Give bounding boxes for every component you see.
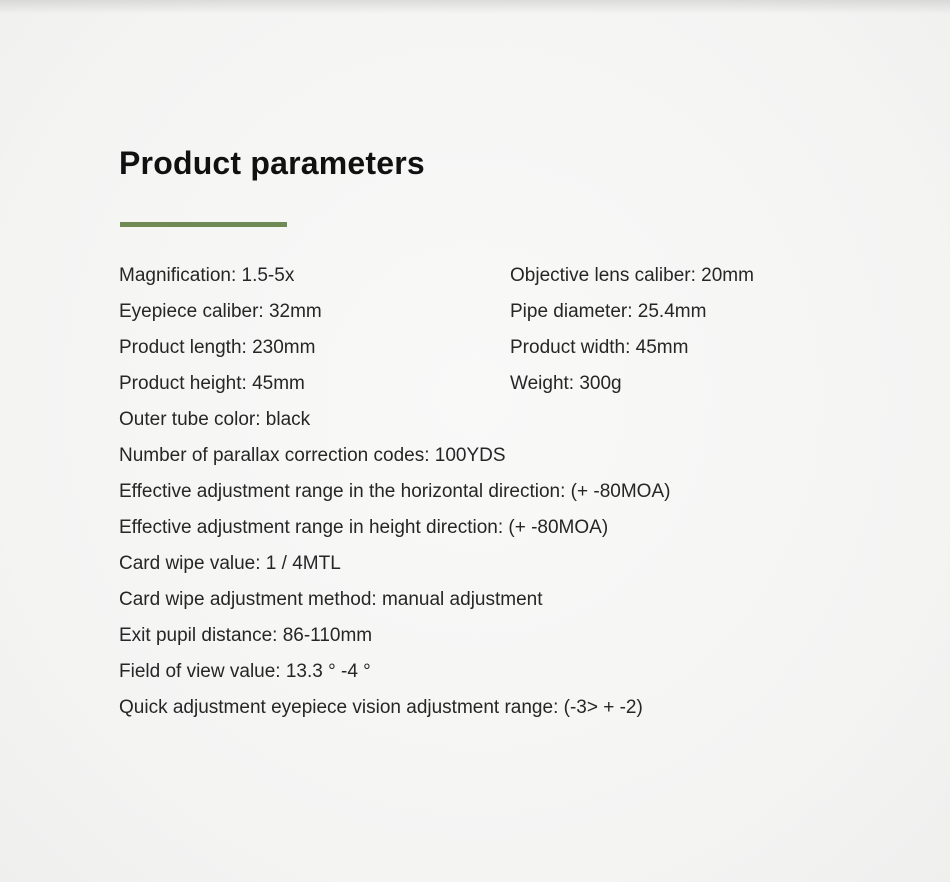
parameters-list	[119, 258, 879, 726]
top-shadow	[0, 0, 950, 14]
param-card-wipe-value: Card wipe value: 1 / 4MTL	[119, 553, 341, 574]
param-row	[119, 546, 879, 582]
param-pipe-diameter: Pipe diameter: 25.4mm	[510, 301, 707, 322]
param-row	[119, 330, 879, 366]
param-magnification: Magnification: 1.5-5x	[119, 265, 295, 286]
param-weight: Weight: 300g	[510, 373, 622, 394]
param-product-width: Product width: 45mm	[510, 337, 689, 358]
param-row	[119, 366, 879, 402]
param-row	[119, 690, 879, 726]
param-field-of-view: Field of view value: 13.3 ° -4 °	[119, 661, 371, 682]
title-accent-bar	[120, 222, 287, 227]
param-card-wipe-adjustment-method: Card wipe adjustment method: manual adjustment	[119, 589, 543, 610]
param-product-height: Product height: 45mm	[119, 373, 305, 394]
param-height-adjustment-range: Effective adjustment range in height direction: (+ -80MOA)	[119, 517, 609, 538]
param-row	[119, 438, 879, 474]
param-objective-lens-caliber: Objective lens caliber: 20mm	[510, 265, 754, 286]
param-exit-pupil-distance: Exit pupil distance: 86-110mm	[119, 625, 373, 646]
param-eyepiece-caliber: Eyepiece caliber: 32mm	[119, 301, 322, 322]
param-row	[119, 402, 879, 438]
param-row	[119, 474, 879, 510]
param-row	[119, 654, 879, 690]
param-row	[119, 510, 879, 546]
param-product-length: Product length: 230mm	[119, 337, 316, 358]
param-row	[119, 618, 879, 654]
param-row	[119, 294, 879, 330]
page-title: Product parameters	[119, 145, 425, 181]
param-horizontal-adjustment-range: Effective adjustment range in the horizontal direction: (+ -80MOA)	[119, 481, 671, 502]
param-parallax-correction-codes: Number of parallax correction codes: 100YDS	[119, 445, 506, 466]
param-outer-tube-color: Outer tube color: black	[119, 409, 311, 430]
param-row	[119, 582, 879, 618]
param-eyepiece-vision-adjustment-range: Quick adjustment eyepiece vision adjustment range: (-3> + -2)	[119, 697, 643, 718]
param-row	[119, 258, 879, 294]
